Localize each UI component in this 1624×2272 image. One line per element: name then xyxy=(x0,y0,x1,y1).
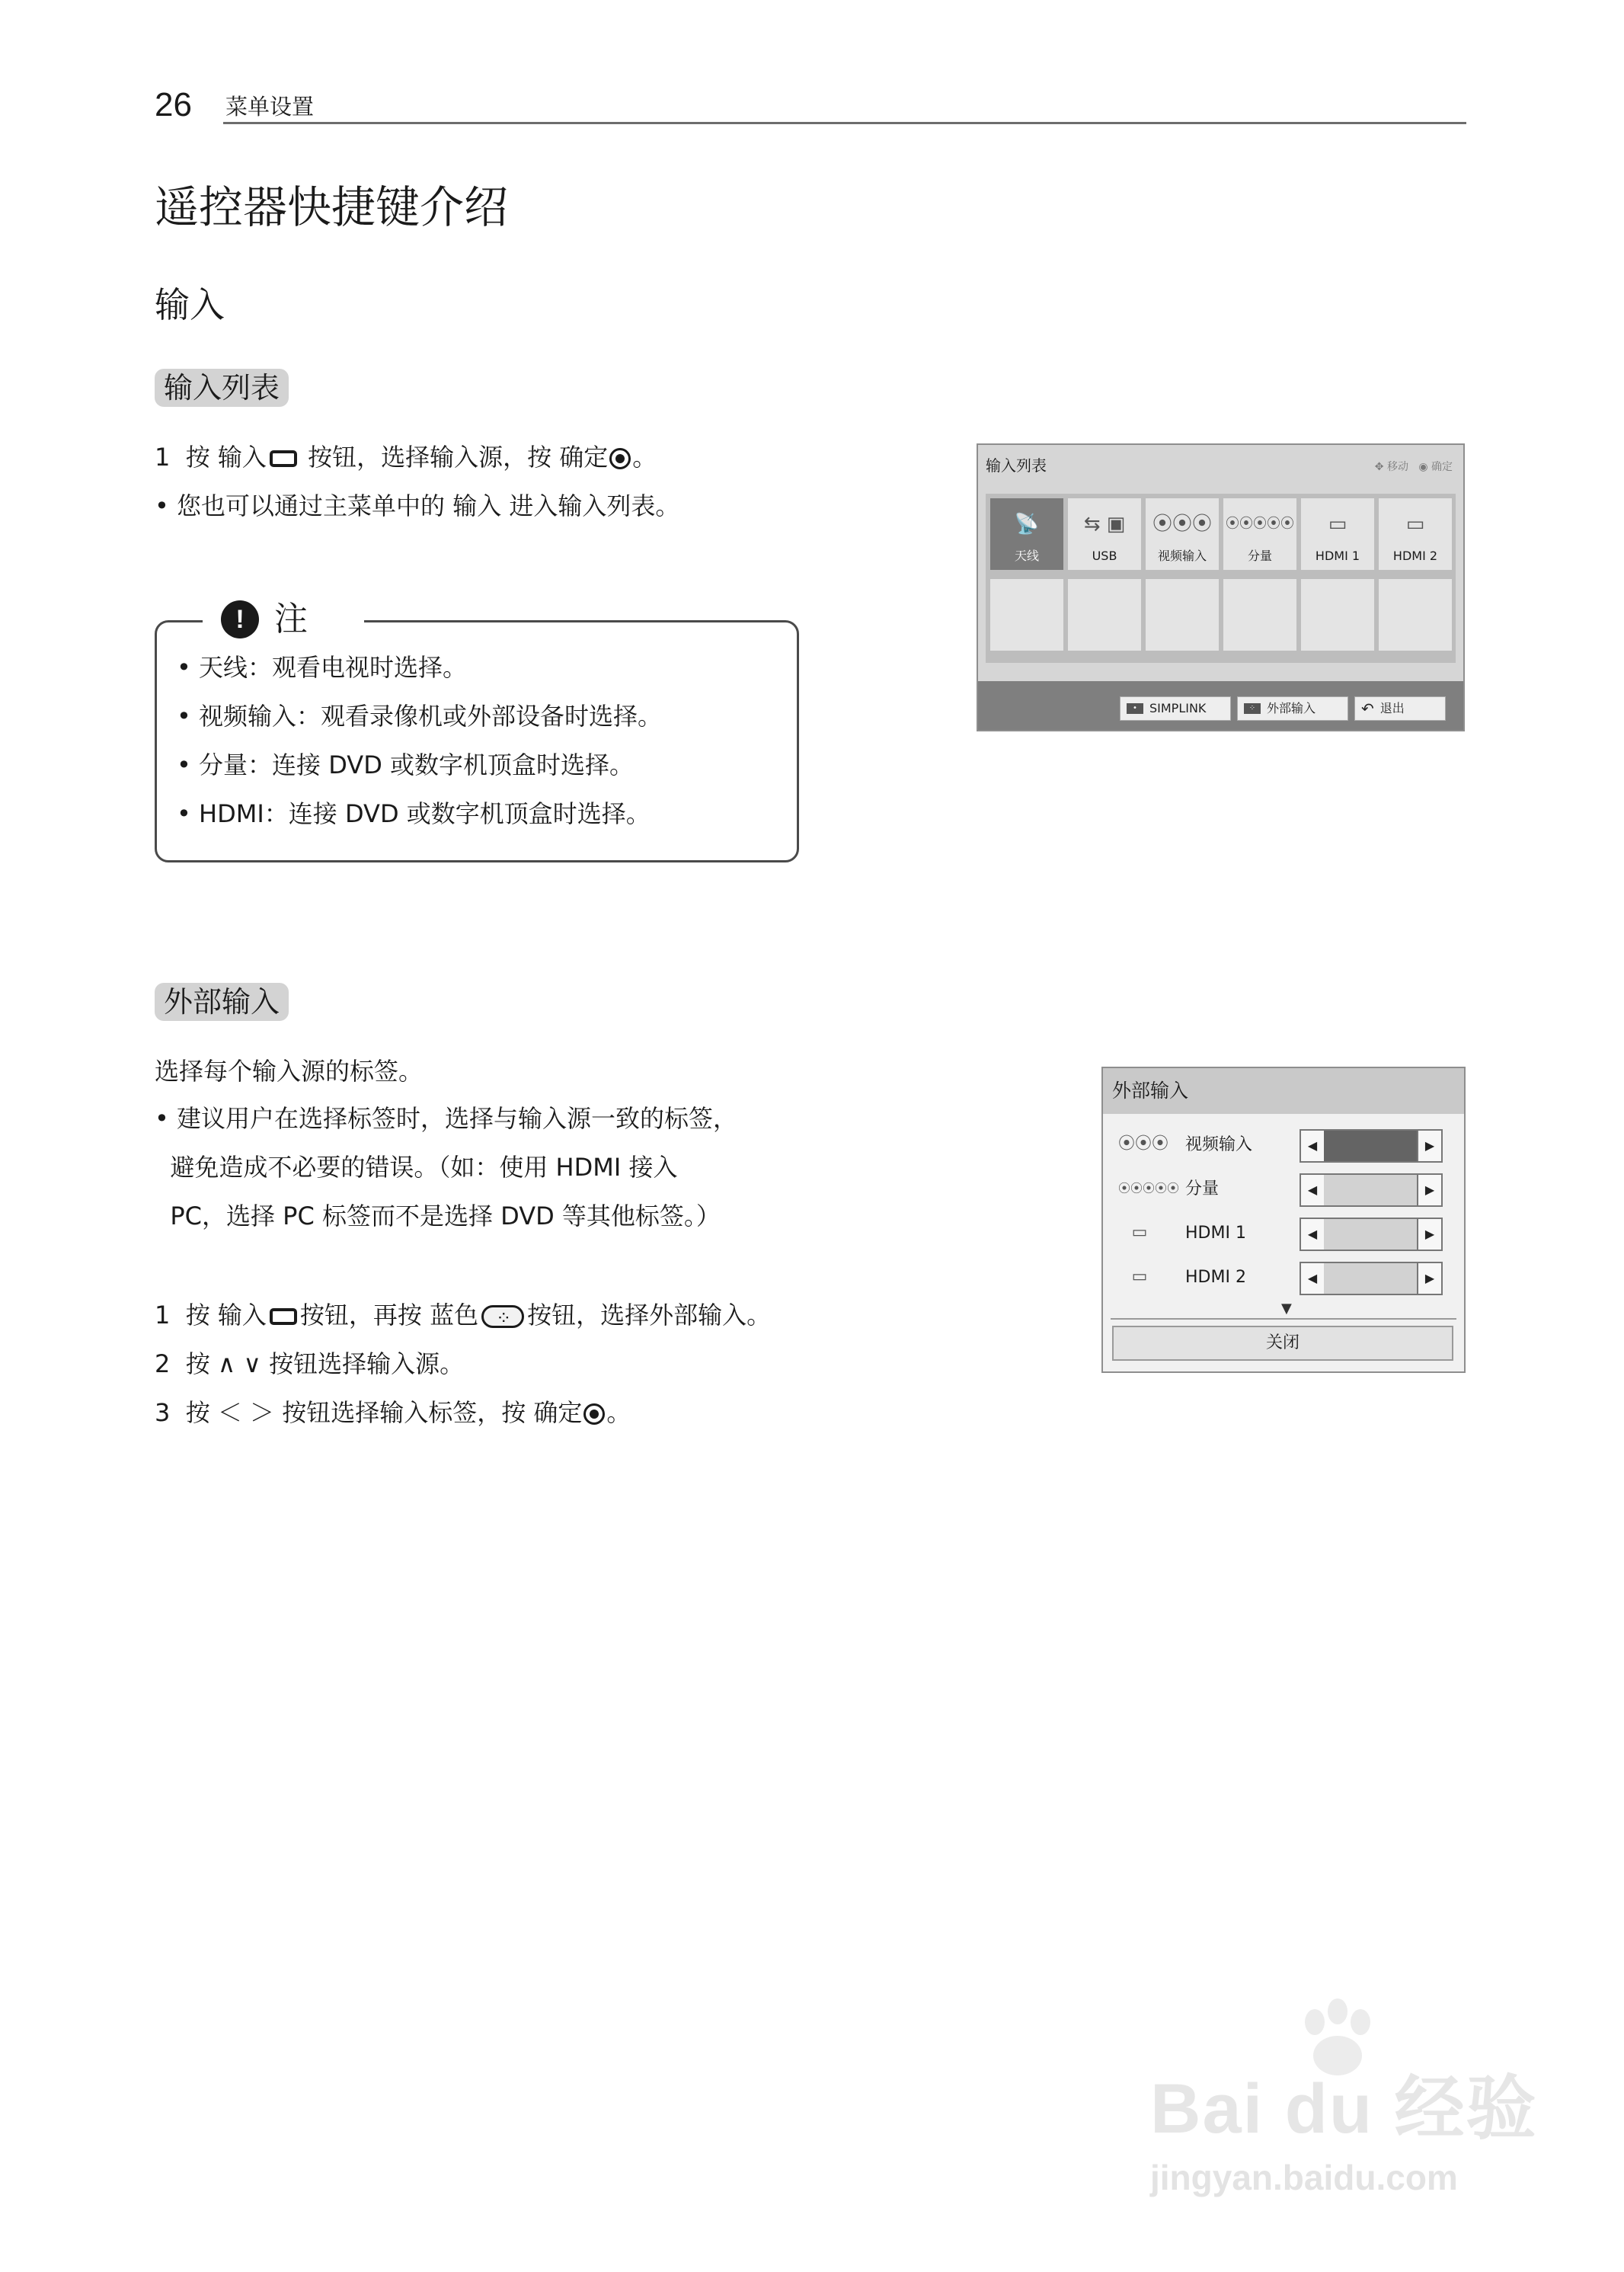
source-label: 视频输入 xyxy=(1157,549,1207,563)
input-list-bullet: • 您也可以通过主菜单中的 输入 进入输入列表。 xyxy=(155,491,680,520)
label-value-field[interactable] xyxy=(1324,1262,1417,1295)
usb-icon: ⇆ ▣ xyxy=(1083,513,1126,536)
page-number: 26 xyxy=(155,86,192,123)
input-list-screen xyxy=(977,443,1465,731)
source-tile-av[interactable] xyxy=(1146,498,1219,570)
step-text: 。 xyxy=(632,443,657,472)
input-list-footer xyxy=(978,681,1463,730)
external-input-label: 外部输入 xyxy=(1267,701,1316,715)
hint-move: 移动 xyxy=(1386,461,1408,473)
step-number: 2 xyxy=(155,1349,171,1378)
section-name: 菜单设置 xyxy=(225,94,315,120)
input-list-step-1 xyxy=(155,442,657,472)
watermark-url: jingyan.baidu.com xyxy=(1150,2158,1458,2197)
label-value-field[interactable] xyxy=(1324,1218,1417,1251)
exit-button[interactable] xyxy=(1354,696,1446,721)
row-name: 分量 xyxy=(1185,1179,1220,1198)
divider xyxy=(1111,1318,1456,1320)
source-label: HDMI 1 xyxy=(1315,549,1360,563)
external-input-step-1 xyxy=(155,1300,771,1330)
step-text: 。 xyxy=(606,1398,631,1427)
hdmi-icon: ▭ xyxy=(1131,1223,1148,1242)
next-label-button[interactable]: ▶ xyxy=(1417,1173,1443,1207)
empty-tile xyxy=(1301,579,1374,651)
external-input-bullet-line: 避免造成不必要的错误。（如：使用 HDMI 接入 xyxy=(155,1153,678,1182)
source-tile-hdmi1[interactable] xyxy=(1301,498,1374,570)
blue-key-icon: ⁘ xyxy=(1244,703,1261,714)
hint-ok: 确定 xyxy=(1431,461,1453,473)
next-label-button[interactable]: ▶ xyxy=(1417,1262,1443,1295)
ok-key-icon xyxy=(583,1403,605,1425)
empty-tile xyxy=(1379,579,1452,651)
input-list-screen-title: 输入列表 xyxy=(986,456,1047,475)
external-input-step-3 xyxy=(155,1397,631,1428)
page-title: 遥控器快捷键介绍 xyxy=(155,181,509,233)
external-input-intro: 选择每个输入源的标签。 xyxy=(155,1057,424,1086)
back-arrow-icon: ↶ xyxy=(1361,699,1374,718)
row-name: HDMI 1 xyxy=(1185,1224,1246,1243)
prev-label-button[interactable]: ◀ xyxy=(1300,1262,1325,1295)
label-row-hdmi1 xyxy=(1103,1211,1464,1256)
ok-icon: ◉ xyxy=(1418,461,1428,473)
source-tile-hdmi2[interactable] xyxy=(1379,498,1452,570)
step-text: 按钮，再按 蓝色 xyxy=(299,1301,479,1330)
external-input-screen xyxy=(1101,1067,1466,1373)
input-key-icon xyxy=(270,450,297,467)
step-text: 按 ∧ ∨ 按钮选择输入源。 xyxy=(185,1349,465,1378)
simplink-button[interactable] xyxy=(1120,696,1231,721)
step-text: 按 输入 xyxy=(185,1301,267,1330)
external-input-screen-title: 外部输入 xyxy=(1112,1080,1189,1102)
input-list-tag: 输入列表 xyxy=(155,369,289,407)
blue-key-icon xyxy=(481,1305,524,1328)
av-jack-icon: ⦿⦿⦿ xyxy=(1152,513,1212,536)
av-jack-icon: ⦿⦿⦿ xyxy=(1118,1134,1169,1154)
source-label: HDMI 2 xyxy=(1392,549,1438,563)
section-subtitle: 输入 xyxy=(155,284,225,325)
antenna-icon: 📡 xyxy=(1014,513,1040,536)
ok-key-icon xyxy=(609,448,631,469)
step-number: 1 xyxy=(155,1301,171,1330)
close-button[interactable]: 关闭 xyxy=(1112,1326,1453,1361)
hdmi-icon: ▭ xyxy=(1131,1267,1148,1286)
baidu-logo-watermark: Bai du 经验 xyxy=(1150,2070,1538,2148)
prev-label-button[interactable]: ◀ xyxy=(1300,1218,1325,1251)
navigation-hints xyxy=(1375,459,1453,474)
external-input-tag: 外部输入 xyxy=(155,983,289,1021)
row-name: 视频输入 xyxy=(1185,1135,1253,1154)
label-row-av xyxy=(1103,1123,1464,1167)
source-label: USB xyxy=(1092,549,1117,563)
exit-label: 退出 xyxy=(1379,701,1405,715)
label-row-component xyxy=(1103,1167,1464,1211)
exclamation-icon: ! xyxy=(221,600,259,638)
source-tile-antenna[interactable] xyxy=(990,498,1063,570)
external-input-bullet-line: • 建议用户在选择标签时，选择与输入源一致的标签， xyxy=(155,1104,738,1133)
component-jack-icon: ⦿⦿⦿⦿⦿ xyxy=(1118,1181,1180,1195)
simplink-label: SIMPLINK xyxy=(1149,701,1207,715)
empty-tile xyxy=(1068,579,1141,651)
step-number: 1 xyxy=(155,443,171,472)
red-key-icon: • xyxy=(1127,703,1143,714)
step-text: 按钮，选择输入源，按 确定 xyxy=(299,443,609,472)
external-input-button[interactable] xyxy=(1237,696,1348,721)
baidu-paw-watermark-icon xyxy=(1292,1996,1383,2080)
prev-label-button[interactable]: ◀ xyxy=(1300,1129,1325,1163)
empty-tile xyxy=(1146,579,1219,651)
label-value-field[interactable] xyxy=(1324,1173,1417,1207)
source-label: 天线 xyxy=(1014,549,1039,563)
source-label: 分量 xyxy=(1247,549,1272,563)
hdmi-icon: ▭ xyxy=(1405,513,1425,536)
component-jack-icon: ⦿⦿⦿⦿⦿ xyxy=(1226,516,1294,532)
row-name: HDMI 2 xyxy=(1185,1268,1246,1287)
next-label-button[interactable]: ▶ xyxy=(1417,1218,1443,1251)
empty-tile xyxy=(990,579,1063,651)
hdmi-icon: ▭ xyxy=(1328,513,1347,536)
empty-tile xyxy=(1223,579,1296,651)
note-item: • 视频输入：观看录像机或外部设备时选择。 xyxy=(177,702,663,731)
step-number: 3 xyxy=(155,1398,171,1427)
header-divider xyxy=(223,122,1466,124)
note-item: • 分量：连接 DVD 或数字机顶盒时选择。 xyxy=(177,750,635,779)
label-value-field[interactable] xyxy=(1324,1129,1417,1163)
note-item: • HDMI：连接 DVD 或数字机顶盒时选择。 xyxy=(177,799,651,828)
scroll-down-icon[interactable]: ▼ xyxy=(1281,1301,1292,1317)
input-key-icon xyxy=(270,1308,297,1325)
note-title: 注 xyxy=(274,600,308,638)
external-input-step-2 xyxy=(155,1349,464,1379)
step-text: 按 输入 xyxy=(185,443,267,472)
source-grid xyxy=(986,494,1456,663)
source-tile-component[interactable] xyxy=(1223,498,1296,570)
note-header xyxy=(203,594,364,645)
prev-label-button[interactable]: ◀ xyxy=(1300,1173,1325,1207)
note-item: • 天线：观看电视时选择。 xyxy=(177,653,468,682)
external-input-titlebar xyxy=(1103,1068,1464,1114)
source-tile-usb[interactable] xyxy=(1068,498,1141,570)
move-icon: ✥ xyxy=(1374,461,1384,473)
label-row-hdmi2 xyxy=(1103,1256,1464,1300)
step-text: 按钮，选择外部输入。 xyxy=(527,1301,772,1330)
external-input-bullet-line: PC，选择 PC 标签而不是选择 DVD 等其他标签。） xyxy=(155,1202,721,1230)
step-text: 按 ＜ ＞ 按钮选择输入标签，按 确定 xyxy=(185,1398,583,1427)
next-label-button[interactable]: ▶ xyxy=(1417,1129,1443,1163)
